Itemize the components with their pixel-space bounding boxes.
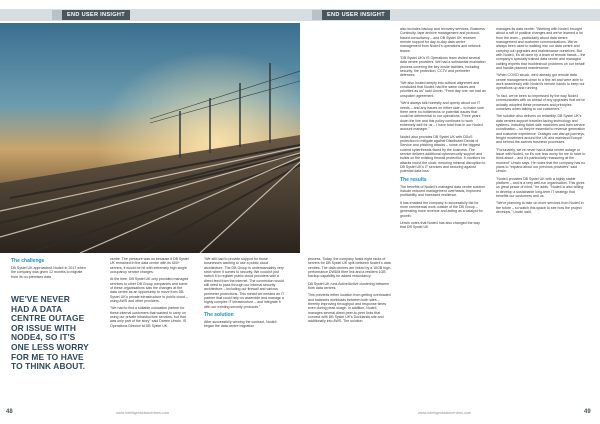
- intro-paragraph: DB Systel UK approached Node4 in 2017 when the company was given 12 months to migrate from its on-premises data: [11, 266, 86, 279]
- right-column-1: [308, 257, 392, 327]
- paragraph: manages its data centre. "Working with Node4 brought about a raft of positive changes and we've learned a lot from the team – particularly about data centre management and customer communications. We've always been used to walking into our data centre and carrying out upgrades and maintenance ourselves. But with Node4, it's all done by a team of remote hands – the company's specially trained data centre and managed cabling experts that troubleshoot problems on our behalf and handle planned maintenance.: [496, 27, 586, 71]
- paragraph: process. Today, the company hosts eight racks of servers for DB Systel UK split between Node4's data centres. The data centres are linked by a 10GB high-performance DWDM fibre link and a resilient 1GB backup capability for added redundancy.: [308, 257, 392, 279]
- paragraph: After successfully winning the contract, Node4 began the data centre migration: [204, 320, 277, 329]
- paragraph: "We're planning to take on more services from Node4 in the future – so watch this space to see how the project develops," Unwin said.: [496, 201, 584, 215]
- footer-url: www.intelligentdatacentres.com: [418, 411, 472, 415]
- paragraph: Node4 also provides DB Systel UK with DDoS protection to mitigate against Distributed Denial of Service and phishing attacks – some of the biggest current cyberthreats faced by the business. The service delivers additional cybersecurity support and builds on the existing firewall protection. It monitors for attacks round the clock, ensuring minimal disruption to DB Systel UK's IT services and securing against potential data loss.: [400, 134, 486, 174]
- left-column-3: [204, 257, 286, 332]
- paragraph: It has enabled the company to successfully bid for more commercial work outside of the DB Group – generating more revenue and acting as a catalyst for growth.: [400, 200, 483, 218]
- footer-url: www.intelligentdatacentres.com: [116, 411, 170, 415]
- right-page: [300, 0, 600, 424]
- intro-column: [11, 257, 89, 282]
- paragraph: The benefits of Node4's managed data centre solution include reduced management overheads, improved profitability and increased resilience.: [400, 184, 486, 198]
- page-number: 48: [6, 409, 13, 415]
- railway-photo: [0, 23, 300, 253]
- paragraph: "We still had to provide support for those businesses wanting to use a public cloud architecture. The DB Group is understandably very strict when it comes to security. We couldn't just switch it to register public cloud providers with a direct feed from the internet. The connection would still need to pass through our internal security architecture – including our firewall and various perimeter protections. This meant we needed an IT partner that could help us assemble and manage a highly complex IT infrastructure – and integrate it with our existing security protocols.": [204, 257, 285, 309]
- paragraph: "We'd always talk honestly and openly about our IT needs – and any issues on either side – to make sure there were no bottlenecks or potential issues that could be detrimental to our operations. Three years down the line and this policy continues to work extremely well for us – I have total trust in our Node4 account manager.": [400, 101, 484, 132]
- paragraph: Unwin notes that Node4 has also changed the way that DB Systel UK: [400, 221, 480, 230]
- left-column-2: [110, 257, 190, 331]
- paragraph: At the time, DB Systel UK only provided managed services to other DB Group companies and some of these organisations saw the changes at the data centre as an opportunity to move from DB Systel UK's private infrastructure to public cloud – using AWS and other providers.: [110, 277, 189, 304]
- paragraph: The solution also delivers on reliability. DB Systel UK's data centres support traveller-facing technology and systems, including ticket sale machines and train service coordination – so they're essential to revenue generation and customer experience. Outages can disrupt journeys, freight movement around the UK and mainland Europe and behind-the-scenes business processes.: [496, 114, 586, 145]
- header-bar: [0, 9, 300, 21]
- paragraph: "We also looked deeply into cultural alignment and concluded that Node4 had the same values and priorities as us" said Unwin. "From day one, we had an unspoken agreement.: [400, 80, 486, 98]
- paragraph: DB Systel UK runs Active/Active clustering between both data centres.: [308, 281, 390, 291]
- paragraph: "In fact, we've been so impressed by the way Node4 communicates with us ahead of any upgrades that we've actually adopted these processes and principles ourselves when talking to our customers.": [496, 93, 586, 111]
- paragraph: also includes backup and recovery services, Business Continuity, tape archive management and protocol-based consultancy – and DB Systel UK receives remote support for day-to-day data centre management from Node4's operations and network teams.: [400, 27, 485, 53]
- section-header: END USER INSIGHT: [322, 10, 390, 20]
- right-column-2: [400, 27, 486, 233]
- pull-quote: WE'VE NEVER HAD A DATA CENTRE OUTAGE OR ISSUE WITH NODE4, SO IT'S ONE LESS WORRY FOR ME TO HAVE TO THINK ABOUT.: [11, 294, 89, 372]
- results-heading: The results: [400, 176, 427, 183]
- railway-photo-illustration: [0, 23, 300, 253]
- paragraph: This prevents either location from getting overloaded and balances workloads between both sites – thereby improving throughput and response times even during peak usage. In addition, Node4 manages several direct peer-to-peer links that connect with DB Systel UK's Docklands site and additionally into AWS. The solution: [308, 293, 391, 324]
- header-accent-square: [312, 10, 322, 20]
- challenge-heading: The challenge: [11, 258, 45, 264]
- paragraph: centre. The pressure was on because if DB Systel UK remained in the data centre with its 600+ servers, it would be hit with extremely high single occupancy service charges.: [110, 257, 189, 275]
- header-accent-square: [52, 10, 62, 20]
- paragraph: "When COVID struck, we'd already got remote data centre management down to a fine art and were able to work seamlessly with Node4's remote hands to keep our operations up and running.: [496, 73, 585, 91]
- solution-heading: The solution: [204, 312, 234, 319]
- page-number: 49: [584, 409, 591, 415]
- paragraph: "Node4 provides DB Systel UK with a highly stable platform – and is a very well-run organisation. This gives us great peace of mind," he adds. "Node4 is also willing to develop a sustainable long-term IT strategy that benefits our customers and us.: [496, 176, 585, 199]
- right-column-3: [496, 27, 586, 217]
- section-header: END USER INSIGHT: [62, 10, 130, 20]
- paragraph: "Fortunately, we've never had a data centre outage or issue with Node4, so it's one less worry for me to have to think about – and it's particularly reassuring at the moment" Unwin says. He notes that the company has no plans to "expand about our previous providers" said Unwin.: [496, 147, 586, 174]
- paragraph: "DB Systel UK's IS Operations team visited several data centre providers. We had a substantial evaluation process covering the key onsite facilities, including security, fire protection, CCTV and perimeter defences.: [400, 56, 486, 78]
- paragraph: "We had to find a suitable colocation partner for these internal customers that wanted to carry on using our private infrastructure services, but that was only part of the story" said Darren Unwin, IS Operations Director at DB Systel UK.: [110, 306, 187, 328]
